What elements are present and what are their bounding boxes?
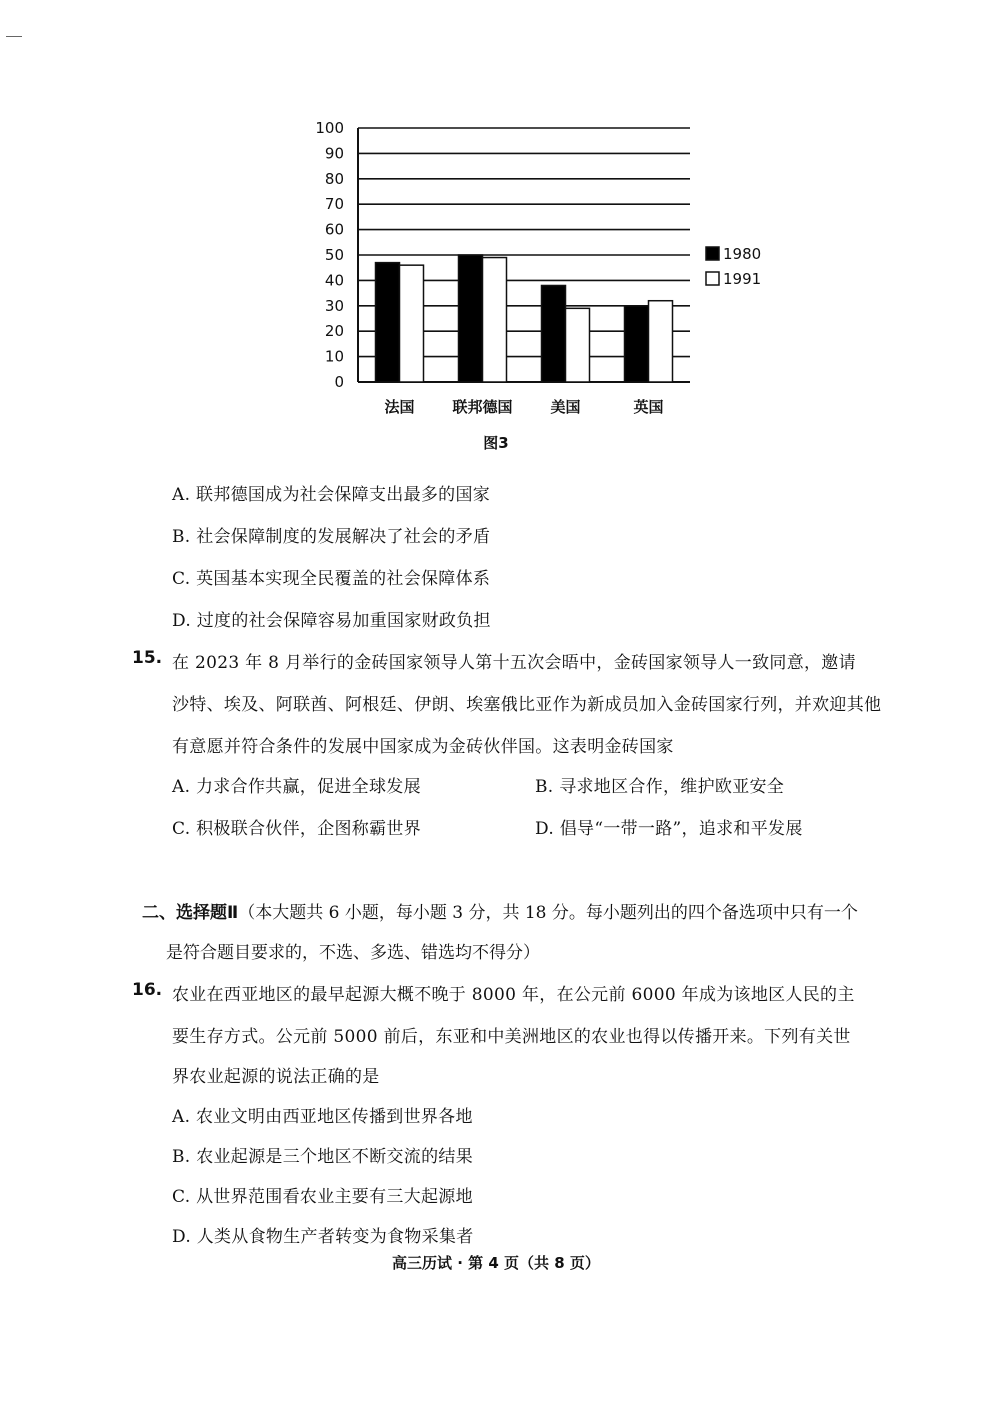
bar-chart — [300, 110, 780, 430]
q15-option-b: B. 寻求地区合作，维护欧亚安全 — [535, 777, 785, 797]
q16-option-b: B. 农业起源是三个地区不断交流的结果 — [172, 1147, 473, 1167]
q16-option-c: C. 从世界范围看农业主要有三大起源地 — [172, 1187, 473, 1207]
bar-1980 — [376, 263, 400, 382]
page-footer: 高三历试 · 第 4 页（共 8 页） — [392, 1254, 600, 1272]
x-tick-label: 美国 — [550, 398, 581, 416]
x-tick-label: 法国 — [384, 398, 415, 416]
q16-number: 16. — [132, 980, 163, 1000]
y-tick-label: 50 — [324, 246, 344, 264]
q14-option-c: C. 英国基本实现全民覆盖的社会保障体系 — [172, 569, 491, 589]
q15-stem-line: 有意愿并符合条件的发展中国家成为金砖伙伴国。这表明金砖国家 — [172, 737, 674, 757]
q16-stem-line: 农业在西亚地区的最早起源大概不晚于 8000 年，在公元前 6000 年成为该地区人民的主 — [172, 985, 855, 1005]
q16-option-d: D. 人类从食物生产者转变为食物采集者 — [172, 1227, 474, 1247]
x-tick-label: 联邦德国 — [452, 398, 513, 416]
y-tick-label: 30 — [324, 296, 344, 315]
section-2-instructions — [142, 898, 858, 923]
q15-number: 15. — [132, 648, 163, 668]
y-tick-label: 70 — [324, 195, 344, 214]
x-tick-label: 英国 — [633, 398, 664, 416]
q15-stem-line: 沙特、埃及、阿联酋、阿根廷、伊朗、埃塞俄比亚作为新成员加入金砖国家行列，并欢迎其他 — [172, 695, 882, 715]
section-2-line2: 是符合题目要求的，不选、多选、错选均不得分） — [166, 943, 540, 963]
y-tick-label: 20 — [324, 322, 344, 341]
y-tick-label: 90 — [324, 144, 344, 163]
legend-swatch-1980 — [706, 247, 719, 260]
q15-stem-line: 在 2023 年 8 月举行的金砖国家领导人第十五次会晤中，金砖国家领导人一致同意，邀请 — [172, 653, 856, 673]
bar-1980 — [625, 306, 649, 382]
y-tick-label: 100 — [315, 119, 344, 137]
y-tick-label: 60 — [324, 220, 344, 239]
q16-option-a: A. 农业文明由西亚地区传播到世界各地 — [172, 1107, 473, 1127]
bar-1991 — [649, 301, 673, 382]
q15-option-c: C. 积极联合伙伴，企图称霸世界 — [172, 819, 422, 839]
y-tick-label: 0 — [334, 373, 344, 391]
bar-1980 — [459, 255, 483, 382]
q15-option-a: A. 力求合作共赢，促进全球发展 — [172, 777, 421, 797]
bar-1991 — [400, 265, 424, 382]
legend-label: 1991 — [723, 270, 762, 288]
q16-stem-line: 界农业起源的说法正确的是 — [172, 1067, 380, 1087]
bar-1980 — [542, 285, 566, 382]
q15-option-d: D. 倡导“一带一路”，追求和平发展 — [535, 819, 803, 839]
legend-swatch-1991 — [706, 272, 719, 285]
q14-option-b: B. 社会保障制度的发展解决了社会的矛盾 — [172, 527, 491, 547]
y-tick-label: 40 — [324, 271, 344, 290]
section-2-line1: （本大题共 6 小题，每小题 3 分，共 18 分。每小题列出的四个备选项中只有一个 — [238, 903, 858, 923]
page-edge-mark — [6, 36, 22, 37]
bar-1991 — [566, 308, 590, 382]
y-tick-label: 80 — [324, 169, 344, 188]
q16-stem-line: 要生存方式。公元前 5000 前后，东亚和中美洲地区的农业也得以传播开来。下列有关世 — [172, 1027, 851, 1047]
bar-1991 — [483, 258, 507, 382]
q14-option-d: D. 过度的社会保障容易加重国家财政负担 — [172, 611, 491, 631]
section-2-heading: 二、选择题Ⅱ — [142, 903, 239, 923]
legend-label: 1980 — [723, 245, 762, 263]
y-tick-label: 10 — [324, 347, 344, 366]
q14-option-a: A. 联邦德国成为社会保障支出最多的国家 — [172, 485, 491, 505]
figure-caption: 图3 — [483, 434, 509, 452]
